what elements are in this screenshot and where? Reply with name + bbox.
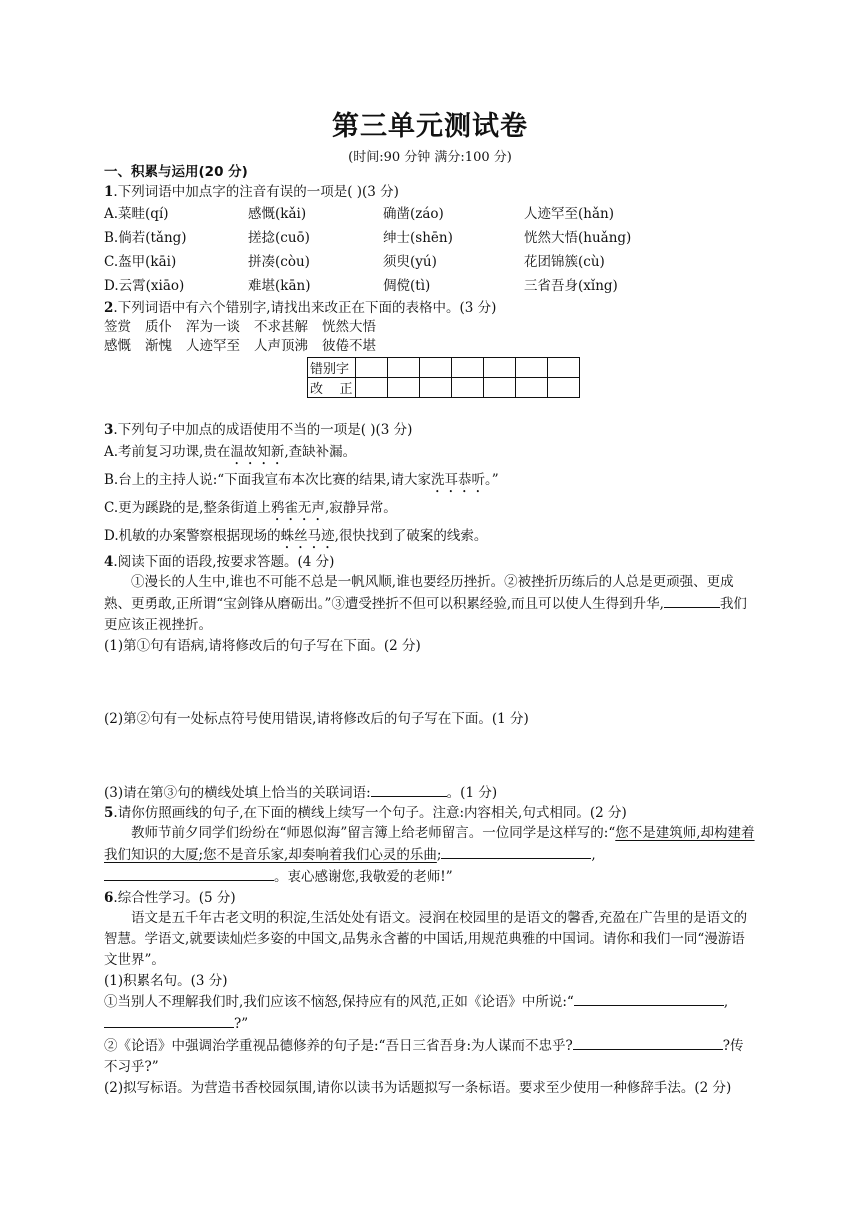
answer-cell[interactable] bbox=[547, 358, 579, 378]
question-number: 3 bbox=[104, 422, 114, 438]
question-1-options bbox=[104, 202, 756, 298]
exam-content bbox=[104, 162, 756, 1099]
question-number: 4 bbox=[104, 554, 114, 570]
option-row bbox=[104, 274, 756, 298]
question-text: .下列句子中加点的成语使用不当的一项是( )(3 分) bbox=[113, 422, 413, 438]
option-b bbox=[104, 468, 756, 496]
answer-cell[interactable] bbox=[387, 358, 419, 378]
answer-cell[interactable] bbox=[451, 358, 483, 378]
item-text: , bbox=[723, 994, 729, 1010]
option-item: B.倘若(tǎng) bbox=[104, 230, 187, 246]
fill-blank[interactable] bbox=[441, 844, 591, 859]
option-item: D.云霄(xiāo) bbox=[104, 278, 185, 294]
option-item: 倜傥(tì) bbox=[383, 278, 431, 294]
reading-passage bbox=[104, 572, 756, 636]
question-text: .请你仿照画线的句子,在下面的横线上续写一个句子。注意:内容相关,句式相同。(2 分) bbox=[113, 805, 627, 821]
item-text: ②《论语》中强调治学重视品德修养的句子是:“吾日三省吾身:为人谋而不忠乎? bbox=[104, 1038, 573, 1054]
option-text: ,很快找到了破案的线索。 bbox=[334, 528, 488, 544]
passage-text: 。衷心感谢您,我敬爱的老师!” bbox=[274, 869, 453, 885]
word: 渐愧 bbox=[145, 338, 172, 354]
answer-cell[interactable] bbox=[451, 378, 483, 398]
passage-text: ; bbox=[436, 847, 442, 863]
option-item: 感慨(kǎi) bbox=[248, 206, 307, 222]
option-text: ,查缺补漏。 bbox=[284, 444, 357, 460]
question-4-stem bbox=[104, 552, 756, 572]
activity-passage: 语文是五千年古老文明的积淀,生活处处有语文。浸润在校园里的是语文的馨香,充盈在广告里的是语文的智慧。学语文,就要读灿烂多姿的中国文,品隽永含蓄的中国话,用规范典雅的中国词。请你和我们一同“漫游语文世界”。 bbox=[104, 910, 748, 968]
option-text: A.考前复习功课,贵在 bbox=[104, 444, 231, 460]
option-item: C.盔甲(kāi) bbox=[104, 254, 177, 270]
answer-cell[interactable] bbox=[515, 358, 547, 378]
idiom: 鸦雀无声 bbox=[270, 500, 325, 516]
answer-cell[interactable] bbox=[419, 378, 451, 398]
question-3-stem bbox=[104, 420, 756, 440]
fill-blank[interactable] bbox=[104, 1013, 234, 1028]
page-subtitle: (时间:90 分钟 满分:100 分) bbox=[348, 150, 512, 165]
underlined-sentence: 您不是建筑师,却构建着我们知识的大厦;您不是音乐家,却奏响着我们心灵的乐曲 bbox=[104, 825, 755, 863]
question-text: .下列词语中有六个错别字,请找出来改正在下面的表格中。(3 分) bbox=[113, 300, 497, 316]
quote-item-2 bbox=[104, 1035, 756, 1078]
word: 恍然大悟 bbox=[322, 319, 376, 335]
option-item: 须臾(yú) bbox=[383, 254, 437, 270]
sub-question bbox=[104, 782, 756, 803]
question-2-stem bbox=[104, 298, 756, 318]
sub-question: (2)第②句有一处标点符号使用错误,请将修改后的句子写在下面。(1 分) bbox=[104, 711, 529, 727]
answer-cell[interactable] bbox=[419, 358, 451, 378]
page-title: 第三单元测试卷 bbox=[332, 111, 528, 142]
word: 浑为一谈 bbox=[186, 319, 240, 335]
answer-cell[interactable] bbox=[387, 378, 419, 398]
word: 人迹罕至 bbox=[186, 338, 240, 354]
sub-question-text: (3)请在第③句的横线处填上恰当的关联词语: bbox=[104, 785, 371, 801]
question-text: .综合性学习。(5 分) bbox=[113, 890, 236, 906]
option-text: ,寂静异常。 bbox=[324, 500, 397, 516]
word: 质仆 bbox=[145, 319, 172, 335]
question-5-stem bbox=[104, 803, 756, 823]
word: 彼倦不堪 bbox=[322, 338, 376, 354]
question-number: 1 bbox=[104, 184, 114, 200]
word-row-1 bbox=[104, 318, 756, 337]
option-text: C.更为蹊跷的是,整条街道上 bbox=[104, 500, 271, 516]
table-row bbox=[308, 378, 580, 398]
imitation-passage bbox=[104, 823, 756, 888]
option-item: 三省吾身(xǐng) bbox=[524, 278, 618, 294]
option-row bbox=[104, 226, 756, 250]
answer-space[interactable] bbox=[104, 729, 756, 782]
word: 不求甚解 bbox=[254, 319, 308, 335]
option-text: 。” bbox=[484, 472, 499, 488]
idiom: 洗耳恭听 bbox=[430, 472, 485, 488]
passage-text: , bbox=[591, 847, 596, 863]
option-item: 绅士(shēn) bbox=[383, 230, 453, 246]
sub-question: (1)积累名句。(3 分) bbox=[104, 973, 228, 989]
option-item: 恍然大悟(huǎng) bbox=[524, 230, 632, 246]
option-item: A.菜畦(qí) bbox=[104, 206, 169, 222]
word-row-2 bbox=[104, 337, 756, 356]
item-text: ?” bbox=[234, 1016, 249, 1032]
answer-space[interactable] bbox=[104, 656, 756, 709]
sub-question: (2)拟写标语。为营造书香校园氛围,请你以读书为话题拟写一条标语。要求至少使用一种修辞手法。(2 分) bbox=[104, 1080, 732, 1096]
table-label: 改 正 bbox=[308, 378, 356, 398]
option-item: 花团锦簇(cù) bbox=[524, 254, 605, 270]
answer-cell[interactable] bbox=[483, 378, 515, 398]
question-1-stem bbox=[104, 182, 756, 202]
answer-cell[interactable] bbox=[483, 358, 515, 378]
fill-blank[interactable] bbox=[371, 782, 447, 797]
quote-item-1 bbox=[104, 991, 756, 1035]
option-item: 人迹罕至(hǎn) bbox=[524, 206, 614, 222]
option-item: 拼凑(còu) bbox=[248, 254, 310, 270]
item-text: ?传不习乎?” bbox=[104, 1038, 744, 1075]
option-item: 确凿(záo) bbox=[383, 206, 444, 222]
answer-cell[interactable] bbox=[547, 378, 579, 398]
word: 签赏 bbox=[104, 319, 131, 335]
idiom: 温故知新 bbox=[230, 444, 285, 460]
fill-blank[interactable] bbox=[664, 593, 720, 608]
fill-blank[interactable] bbox=[574, 991, 724, 1006]
option-row bbox=[104, 202, 756, 226]
option-c bbox=[104, 496, 756, 524]
passage-text: 我们更应该正视挫折。 bbox=[104, 596, 747, 633]
passage-text: ①漫长的人生中,谁也不可能不总是一帆风顺,谁也要经历挫折。②被挫折历练后的人总是更顽强、更成熟、更勇敢,正所谓“宝剑锋从磨砺出。”③遭受挫折不但可以积累经验,而且可以使人生得到升华, bbox=[104, 574, 734, 612]
option-item: 搓捻(cuō) bbox=[248, 230, 310, 246]
option-a bbox=[104, 440, 756, 468]
word: 人声顶沸 bbox=[254, 338, 308, 354]
answer-cell[interactable] bbox=[355, 358, 387, 378]
question-text: .阅读下面的语段,按要求答题。(4 分) bbox=[113, 554, 335, 570]
option-row bbox=[104, 250, 756, 274]
word: 感慨 bbox=[104, 338, 131, 354]
correction-table bbox=[307, 357, 580, 398]
item-text: ①当别人不理解我们时,我们应该不恼怒,保持应有的风范,正如《论语》中所说:“ bbox=[104, 994, 574, 1010]
question-6-stem bbox=[104, 888, 756, 908]
passage-text: 教师节前夕同学们纷纷在“师恩似海”留言簿上给老师留言。一位同学是这样写的:“ bbox=[131, 825, 616, 841]
option-text: D.机敏的办案警察根据现场的 bbox=[104, 528, 281, 544]
option-text: B.台上的主持人说:“下面我宣布本次比赛的结果,请大家 bbox=[104, 472, 431, 488]
answer-cell[interactable] bbox=[515, 378, 547, 398]
question-number: 2 bbox=[104, 300, 114, 316]
question-text: .下列词语中加点字的注音有误的一项是( )(3 分) bbox=[113, 184, 399, 200]
fill-blank[interactable] bbox=[104, 866, 274, 881]
table-row bbox=[308, 358, 580, 378]
idiom: 蛛丝马迹 bbox=[280, 528, 335, 544]
option-item: 难堪(kān) bbox=[248, 278, 311, 294]
question-number: 5 bbox=[104, 805, 114, 821]
fill-blank[interactable] bbox=[573, 1035, 723, 1050]
table-label: 错别字 bbox=[308, 358, 356, 378]
sub-question: (1)第①句有语病,请将修改后的句子写在下面。(2 分) bbox=[104, 638, 421, 654]
sub-question-text: 。(1 分) bbox=[446, 785, 498, 801]
option-d bbox=[104, 524, 756, 552]
answer-cell[interactable] bbox=[355, 378, 387, 398]
question-number: 6 bbox=[104, 890, 114, 906]
section-heading: 一、积累与运用(20 分) bbox=[104, 164, 248, 180]
